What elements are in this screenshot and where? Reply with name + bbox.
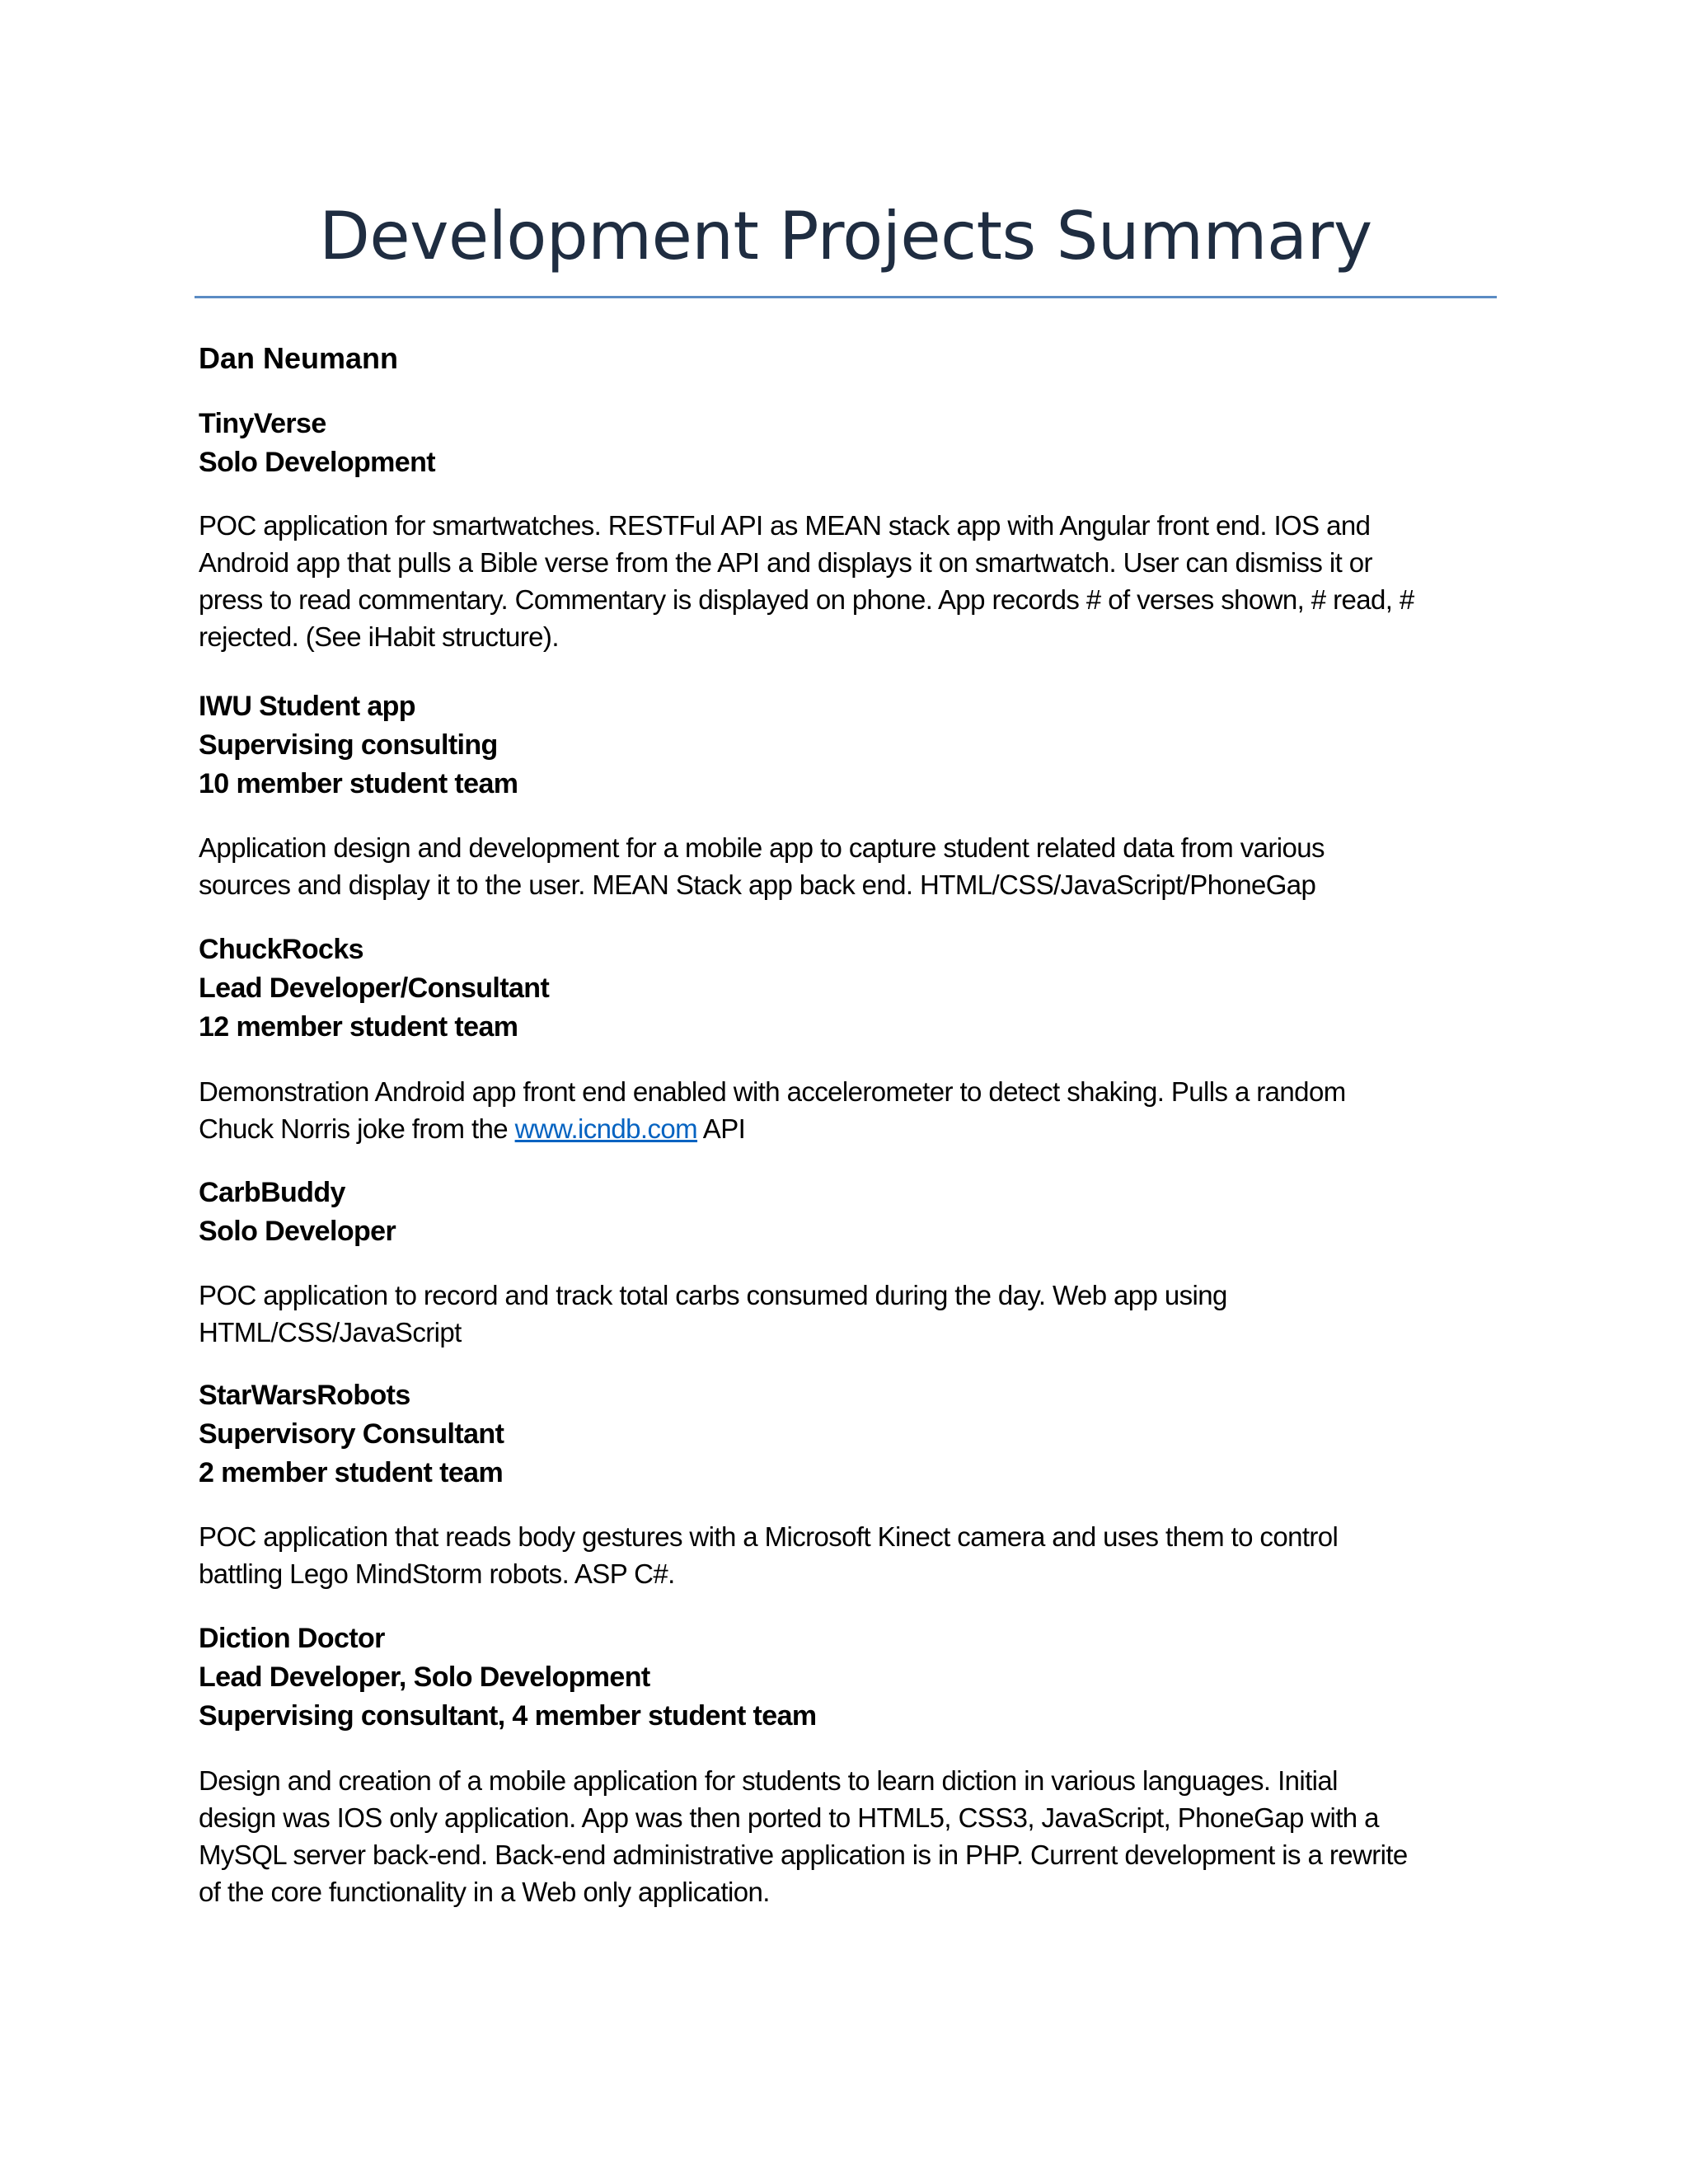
- project-name: ChuckRocks: [199, 934, 363, 965]
- project-role: Supervisory Consultant: [199, 1418, 504, 1450]
- project-role: Supervising consulting: [199, 729, 498, 761]
- project-name: StarWarsRobots: [199, 1380, 410, 1411]
- project-team: 12 member student team: [199, 1011, 518, 1043]
- project-description-starwarsrobots: POC application that reads body gestures with a Microsoft Kinect camera and uses them to control battling Lego MindStorm robots. ASP C#.: [199, 1521, 1339, 1589]
- project-team: 2 member student team: [199, 1457, 504, 1488]
- project-role: Lead Developer, Solo Development: [199, 1661, 650, 1693]
- description-text: API: [697, 1113, 746, 1144]
- project-heading-diction-doctor: [199, 1619, 817, 1736]
- project-description-carbbuddy: POC application to record and track total carbs consumed during the day. Web app using HTML/CSS/JavaScript: [199, 1280, 1227, 1347]
- project-role: Lead Developer/Consultant: [199, 972, 550, 1004]
- title-underline: [195, 296, 1497, 298]
- project-name: Diction Doctor: [199, 1623, 385, 1654]
- project-role: Solo Development: [199, 447, 436, 478]
- project-team: 10 member student team: [199, 768, 518, 799]
- project-team: Supervising consultant, 4 member student team: [199, 1700, 817, 1732]
- project-description-tinyverse: POC application for smartwatches. RESTFul API as MEAN stack app with Angular front end. IOS and Android app that pulls a Bible verse from the API and displays it on smartwatch. User can dismiss it or press to read commentary. Commentary is displayed on phone. App records # of verses shown, # read, # rejected. (See iHabit structure).: [199, 510, 1414, 652]
- project-heading-tinyverse: [199, 405, 435, 482]
- description-text: Demonstration Android app front end enabled with accelerometer to detect shaking. Pulls a random Chuck Norris joke from the: [199, 1076, 1346, 1144]
- icndb-link[interactable]: www.icndb.com: [514, 1113, 698, 1144]
- project-description-iwu-student-app: Application design and development for a mobile app to capture student related data from various sources and display it to the user. MEAN Stack app back end. HTML/CSS/JavaScript/PhoneGap: [199, 832, 1325, 900]
- author-name: Dan Neumann: [199, 341, 399, 375]
- project-name: TinyVerse: [199, 408, 326, 439]
- project-heading-iwu-student-app: [199, 687, 518, 804]
- project-description-diction-doctor: Design and creation of a mobile application for students to learn diction in various languages. Initial design was IOS only application. App was then ported to HTML5, CSS3, JavaScript, PhoneGap with a MySQL server back-end. Back-end administrative application is in PHP. Current development is a rewrite of the core functionality in a Web only application.: [199, 1765, 1408, 1907]
- project-name: CarbBuddy: [199, 1177, 345, 1208]
- project-description-chuckrocks: [199, 1073, 1497, 1147]
- project-heading-carbbuddy: [199, 1174, 396, 1251]
- project-role: Solo Developer: [199, 1216, 396, 1247]
- document-title: Development Projects Summary: [319, 198, 1372, 274]
- project-heading-starwarsrobots: [199, 1376, 504, 1493]
- project-heading-chuckrocks: [199, 930, 549, 1047]
- project-name: IWU Student app: [199, 691, 415, 722]
